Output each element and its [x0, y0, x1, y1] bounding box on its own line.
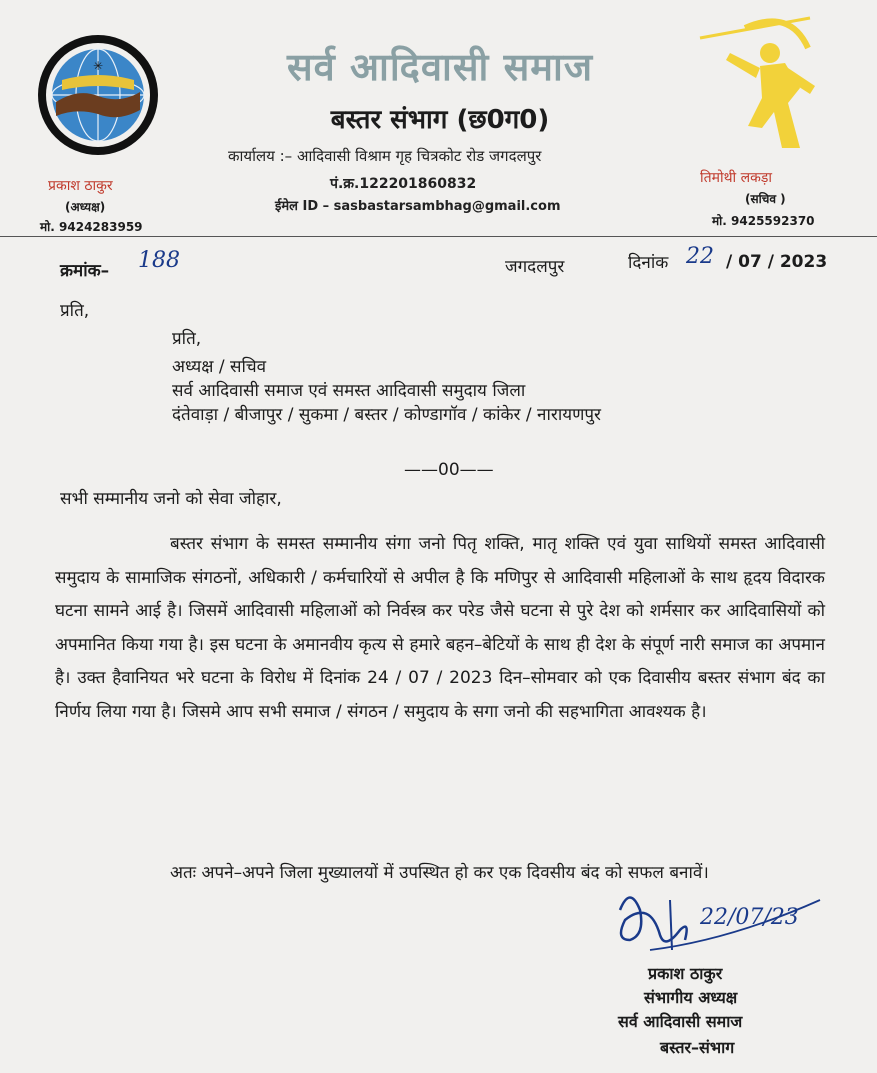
signatory-region: बस्तर–संभाग: [660, 1038, 735, 1057]
reference-label: क्रमांक–: [60, 261, 110, 281]
recipient-line-3: दंतेवाड़ा / बीजापुर / सुकमा / बस्तर / कोण्डागॉव / कांकेर / नारायणपुर: [172, 405, 601, 425]
reference-number: 188: [138, 248, 180, 273]
signature-date: 22/07/23: [700, 905, 799, 930]
division-name: बस्तर संभाग (छ0ग0): [330, 105, 550, 135]
svg-text:✳: ✳: [92, 59, 104, 73]
secretary-phone: मो. 9425592370: [712, 214, 815, 228]
recipient-line-1: अध्यक्ष / सचिव: [172, 357, 267, 377]
president-role: (अध्यक्ष): [65, 200, 106, 214]
recipient-to: प्रति,: [172, 329, 202, 349]
email-address: ईमेल ID – sasbastarsambhag@gmail.com: [275, 199, 561, 214]
archer-silhouette-icon: [690, 8, 840, 158]
office-address: कार्यालय :– आदिवासी विश्राम गृह चित्रकोट रोड जगदलपुर: [228, 147, 542, 165]
to-label: प्रति,: [60, 301, 90, 321]
recipient-line-2: सर्व आदिवासी समाज एवं समस्त आदिवासी समुदाय जिला: [172, 381, 526, 401]
place: जगदलपुर: [505, 257, 565, 277]
president-name: प्रकाश ठाकुर: [48, 178, 113, 194]
header-divider: [0, 236, 877, 237]
closing-paragraph: अतः अपने–अपने जिला मुख्यालयों में उपस्थित हो कर एक दिवसीय बंद को सफल बनावें।: [170, 863, 709, 883]
signatory-name: प्रकाश ठाकुर: [648, 964, 723, 983]
date-day: 22: [686, 244, 714, 269]
secretary-name: तिमोथी लकड़ा: [700, 170, 772, 186]
date-month-year: / 07 / 2023: [726, 252, 828, 272]
salutation: सभी सम्मानीय जनो को सेवा जोहार,: [60, 489, 282, 509]
separator: ——00——: [404, 460, 494, 480]
registration-number: पं.क्र.122201860832: [330, 176, 477, 192]
president-phone: मो. 9424283959: [40, 220, 143, 234]
secretary-role: (सचिव ): [745, 192, 786, 206]
date-label: दिनांक: [628, 253, 669, 273]
body-paragraph: बस्तर संभाग के समस्त सम्मानीय संगा जनो पितृ शक्ति, मातृ शक्ति एवं युवा साथियों समस्त आदिवासी समुदाय के सामाजिक संगठनों, अधिकारी / कर्मचारियों से अपील है कि मणिपुर से आदिवासी महिलाओं के साथ हृदय विदारक घटना सामने आई है। जिसमें आदिवासी महिलाओं को निर्वस्त्र कर परेड जैसे घटना से पुरे देश को शर्मसार कर आदिवासियों को अपमानित किया गया है। इस घटना के अमानवीय कृत्य से हमारे बहन–बेटियों के साथ ही देश के संपूर्ण नारी समाज का अपमान है। उक्त हैवानियत भरे घटना के विरोध में दिनांक 24 / 07 / 2023 दिन–सोमवार को एक दिवासीय बस्तर संभाग बंद का निर्णय लिया गया है। जिसमे आप सभी समाज / संगठन / समुदाय के सगा जनो की सहभागिता आवश्यक है।: [55, 534, 825, 722]
society-globe-emblem-icon: [28, 30, 168, 160]
signatory-organization: सर्व आदिवासी समाज: [618, 1012, 743, 1031]
organization-title: सर्व आदिवासी समाज: [286, 45, 594, 89]
signatory-title: संभागीय अध्यक्ष: [644, 988, 738, 1007]
